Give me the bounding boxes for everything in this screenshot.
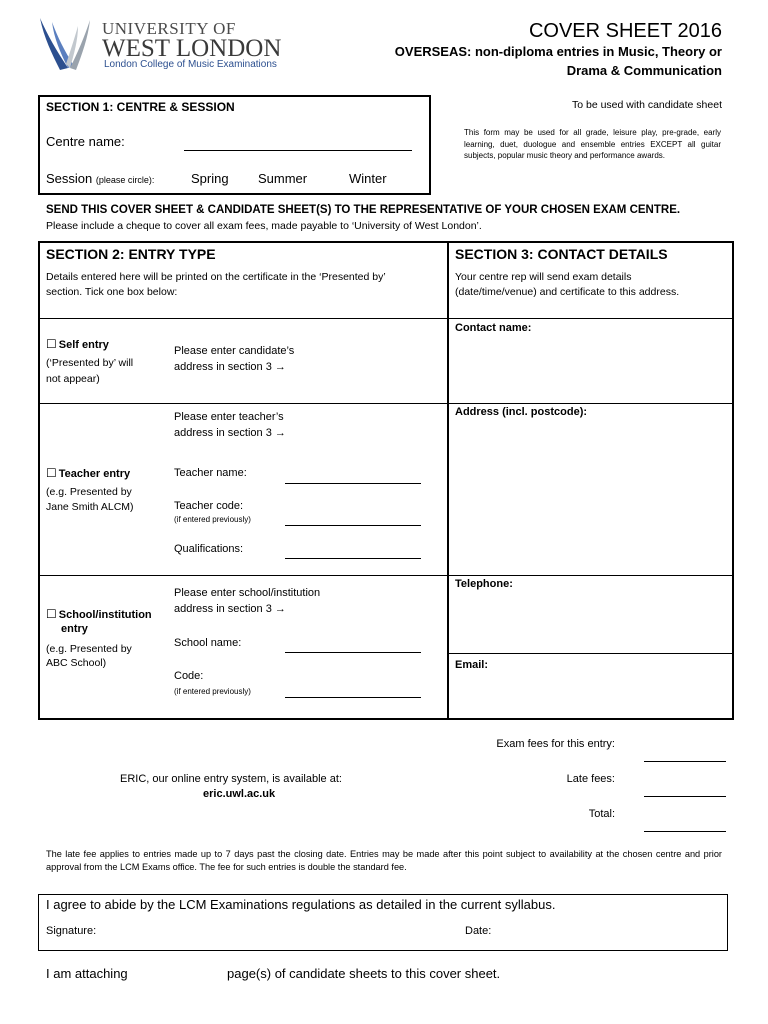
page-subtitle-2: Drama & Communication: [566, 63, 722, 78]
section3-rule-3: [449, 575, 733, 576]
logo-wings-icon: [38, 16, 94, 74]
send-heading: SEND THIS COVER SHEET & CANDIDATE SHEET(S) TO THE REPRESENTATIVE OF YOUR CHOSEN EXAM CENTRE.: [46, 204, 681, 216]
teacher-name-label: Teacher name:: [174, 467, 247, 479]
telephone-label: Telephone:: [455, 578, 513, 590]
total-field[interactable]: [644, 831, 726, 832]
self-entry-instr-2: address in section 3 →: [174, 361, 286, 373]
qualifications-label: Qualifications:: [174, 543, 244, 555]
section3-rule-4: [449, 653, 733, 654]
session-hint: (please circle):: [95, 175, 155, 185]
school-name-field[interactable]: [285, 652, 421, 653]
self-entry-option[interactable]: [46, 337, 109, 351]
attaching-text-2: page(s) of candidate sheets to this cover sheet.: [227, 966, 501, 981]
school-name-label: School name:: [174, 637, 242, 649]
contact-name-field[interactable]: [450, 320, 732, 402]
centre-name-field[interactable]: [184, 150, 412, 151]
logo-line1: UNIVERSITY OF: [102, 19, 236, 38]
school-entry-label-2: entry: [61, 623, 88, 635]
section3-rule-2: [449, 403, 733, 404]
attaching-text-1: I am attaching: [46, 966, 128, 981]
late-fees-label: Late fees:: [566, 773, 615, 785]
contact-name-label: Contact name:: [455, 322, 532, 334]
centre-name-label: Centre name:: [46, 134, 125, 149]
teacher-entry-instr-1: Please enter teacher’s: [174, 411, 284, 423]
section3-desc-1: Your centre rep will send exam details: [455, 271, 632, 283]
form-usage-note: This form may be used for all grade, leisure play, pre-grade, early learning, duet, duologue and ensemble entries EXCEPT all guitar subjects, popular music theory and performance awards.: [464, 128, 721, 160]
late-fees-field[interactable]: [644, 796, 726, 797]
section2-title: SECTION 2: ENTRY TYPE: [46, 246, 216, 262]
exam-fees-label: Exam fees for this entry:: [496, 738, 615, 750]
attaching-pages-field[interactable]: [142, 962, 222, 984]
school-entry-note-2: ABC School): [46, 657, 107, 669]
self-entry-label: Self entry: [58, 339, 109, 351]
section2-desc-2: section. Tick one box below:: [46, 286, 178, 298]
total-label: Total:: [588, 808, 615, 820]
exam-fees-field[interactable]: [644, 761, 726, 762]
section2-rule-2: [39, 403, 448, 404]
teacher-name-field[interactable]: [285, 483, 421, 484]
section1-title: SECTION 1: CENTRE & SESSION: [46, 100, 235, 114]
logo-line3: London College of Music Examinations: [104, 59, 277, 70]
session-label-text: Session: [46, 171, 93, 186]
email-label: Email:: [455, 659, 489, 671]
session-option-summer[interactable]: Summer: [258, 171, 308, 186]
teacher-code-label: Teacher code:: [174, 500, 244, 512]
page-title: COVER SHEET 2016: [528, 20, 722, 42]
section2-rule-1: [39, 318, 448, 319]
to-be-used-note: To be used with candidate sheet: [571, 99, 722, 111]
teacher-code-field[interactable]: [285, 525, 421, 526]
late-fee-note: The late fee applies to entries made up to 7 days past the closing date. Entries may be made after this point subject to availability at the chosen centre and prior approval from the LCM Exams office. The fee for such entries is double the standard fee.: [46, 849, 722, 872]
agreement-text: I agree to abide by the LCM Examinations regulations as detailed in the current syllabus.: [46, 897, 556, 912]
self-entry-instr-1: Please enter candidate’s: [174, 345, 295, 357]
eric-url-link[interactable]: eric.uwl.ac.uk: [203, 788, 276, 800]
section3-rule-1: [449, 318, 733, 319]
address-label: Address (incl. postcode):: [455, 406, 588, 418]
page-subtitle-1: OVERSEAS: non-diploma entries in Music, Theory or: [394, 44, 722, 59]
logo: [38, 16, 308, 76]
school-entry-checkbox[interactable]: ☐: [46, 607, 57, 621]
teacher-entry-checkbox[interactable]: ☐: [46, 466, 57, 480]
telephone-field[interactable]: [450, 577, 732, 652]
date-field[interactable]: [500, 920, 720, 946]
teacher-entry-option[interactable]: [46, 466, 130, 480]
teacher-entry-note-1: (e.g. Presented by: [46, 486, 132, 498]
signature-field[interactable]: [110, 920, 450, 946]
school-entry-instr-2: address in section 3 →: [174, 603, 286, 615]
section3-desc-2: (date/time/venue) and certificate to this address.: [455, 286, 680, 298]
school-code-hint: (if entered previously): [174, 687, 251, 696]
self-entry-note-2: not appear): [46, 373, 100, 385]
session-option-winter[interactable]: Winter: [349, 171, 387, 186]
self-entry-checkbox[interactable]: ☐: [46, 337, 57, 351]
date-label: Date:: [465, 925, 492, 937]
qualifications-field[interactable]: [285, 558, 421, 559]
teacher-code-hint: (if entered previously): [174, 515, 251, 524]
school-entry-option[interactable]: [46, 607, 152, 621]
signature-label: Signature:: [46, 925, 97, 937]
school-code-label: Code:: [174, 670, 204, 682]
school-entry-label: School/institution: [58, 609, 152, 621]
teacher-entry-note-2: Jane Smith ALCM): [46, 501, 134, 513]
email-field[interactable]: [450, 655, 732, 718]
self-entry-note-1: (‘Presented by’ will: [46, 357, 134, 369]
teacher-entry-instr-2: address in section 3 →: [174, 427, 286, 439]
eric-info: ERIC, our online entry system, is available at:: [120, 773, 342, 785]
address-field[interactable]: [450, 405, 732, 574]
logo-line2: WEST LONDON: [102, 35, 282, 62]
section2-desc-1: Details entered here will be printed on the certificate in the ‘Presented by’: [46, 271, 386, 283]
session-label: [46, 171, 154, 186]
school-entry-instr-1: Please enter school/institution: [174, 587, 321, 599]
school-entry-note-1: (e.g. Presented by: [46, 643, 132, 655]
teacher-entry-label: Teacher entry: [58, 468, 131, 480]
school-code-field[interactable]: [285, 697, 421, 698]
section2-rule-3: [39, 575, 448, 576]
session-option-spring[interactable]: Spring: [191, 171, 229, 186]
section3-title: SECTION 3: CONTACT DETAILS: [455, 246, 668, 262]
table-divider-vertical: [447, 241, 449, 720]
cheque-note: Please include a cheque to cover all exam fees, made payable to ‘University of West London’.: [46, 220, 482, 232]
